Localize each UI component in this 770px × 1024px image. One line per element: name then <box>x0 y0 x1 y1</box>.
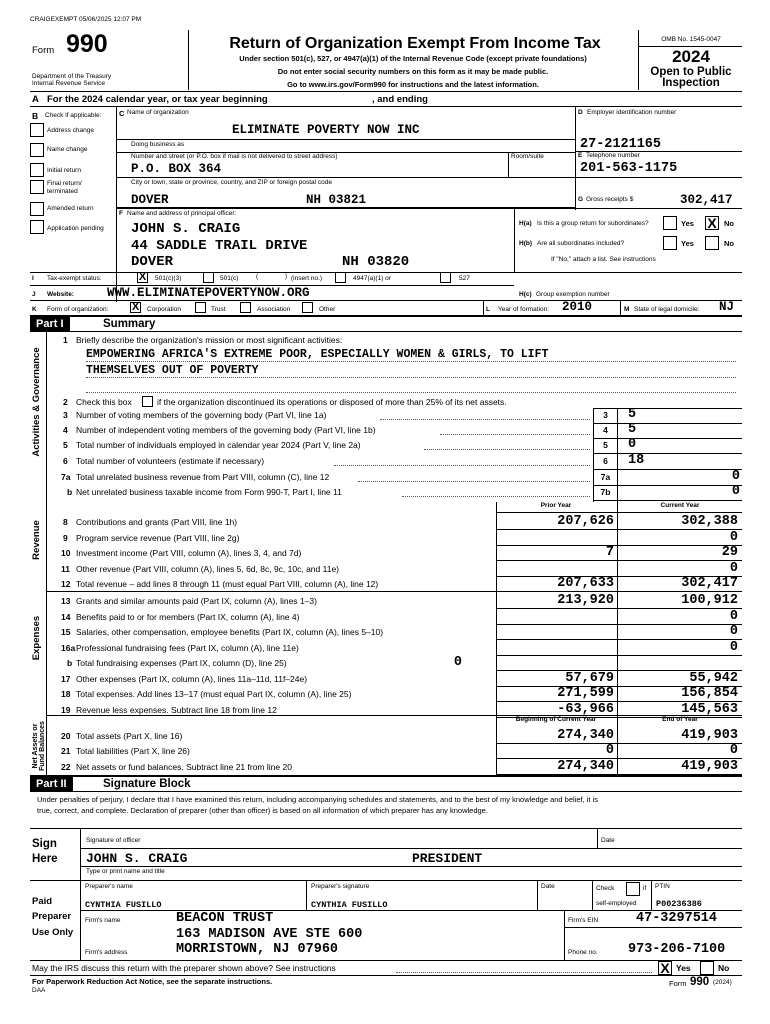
preparer-signature[interactable]: CYNTHIA FUSILLO <box>311 900 388 910</box>
net-line-text: Total liabilities (Part X, line 26) <box>76 746 190 756</box>
expenses-row-rule <box>496 608 742 609</box>
ptin-value[interactable]: P00236386 <box>656 899 702 909</box>
expenses-line-number: 16a <box>61 643 76 653</box>
gov-line-text: Total number of volunteers (estimate if necessary) <box>76 456 265 466</box>
firm-address-1[interactable]: 163 MADISON AVE STE 600 <box>176 927 363 942</box>
preparer-name[interactable]: CYNTHIA FUSILLO <box>85 900 162 910</box>
gov-line-value[interactable]: 0 <box>628 437 637 452</box>
hb-no-checkbox[interactable] <box>705 236 719 250</box>
expenses-current-value[interactable]: 156,854 <box>681 686 738 701</box>
hc-text: Group exemption number <box>536 291 610 298</box>
revenue-prior-value[interactable]: 207,626 <box>557 514 614 529</box>
line1-number: 1 <box>63 335 68 345</box>
current-year-header: Current Year <box>660 502 700 509</box>
expenses-line-text: Professional fundraising fees (Part IX, column (A), line 11e) <box>76 643 299 653</box>
trust-checkbox[interactable] <box>195 302 206 313</box>
revenue-line-number: 12 <box>61 579 71 589</box>
gov-row-rule <box>593 423 742 424</box>
gov-line-number: 5 <box>63 440 68 450</box>
gov-row-rule <box>593 500 742 501</box>
org-name[interactable]: ELIMINATE POVERTY NOW INC <box>232 123 420 137</box>
revenue-line-number: 8 <box>63 517 68 527</box>
leader-dots <box>402 496 590 497</box>
org-city[interactable]: DOVER <box>131 193 169 207</box>
row-a-ending: , and ending <box>372 94 428 105</box>
perjury-declaration-1: Under penalties of perjury, I declare that I have examined this return, including accompanying schedules and statements, and to the best of my knowledge and belief, it is <box>37 795 599 804</box>
row-g-text: Gross receipts $ <box>586 196 634 203</box>
corporation-checkbox[interactable]: X <box>131 301 140 313</box>
expenses-line-text: Benefits paid to or for members (Part IX, column (A), line 4) <box>76 612 300 622</box>
ha-no-label: No <box>724 219 734 228</box>
form-number: 990 <box>66 30 108 58</box>
gov-row-rule <box>593 408 742 409</box>
row-c-label: C <box>119 109 125 118</box>
status-501c3-label: 501(c)(3) <box>155 275 182 282</box>
row-m-text: State of legal domicile: <box>634 306 700 313</box>
row-k-label: K <box>32 306 37 313</box>
leader-dots <box>440 434 590 435</box>
expenses-line-text: Other expenses (Part IX, column (A), lines 11a–11d, 11f–24e) <box>76 674 308 684</box>
gov-line-value[interactable]: 5 <box>628 407 637 422</box>
expenses-line-number: 18 <box>61 689 71 699</box>
form-title: Return of Organization Exempt From Income Tax <box>229 35 601 52</box>
association-label: Association <box>257 306 291 313</box>
final-return-checkbox[interactable] <box>30 180 44 194</box>
self-employed-label: self-employed <box>596 900 637 907</box>
here-label: Here <box>32 853 58 865</box>
gov-line-box: 3 <box>593 409 617 422</box>
discontinued-checkbox[interactable] <box>142 396 153 407</box>
association-checkbox[interactable] <box>240 302 251 313</box>
revenue-prior-value[interactable]: 7 <box>605 545 614 560</box>
net-line-number: 22 <box>61 762 71 772</box>
discuss-no-checkbox[interactable] <box>700 961 714 975</box>
net-line-number: 20 <box>61 731 71 741</box>
dept-treasury: Department of the Treasury <box>32 73 112 80</box>
officer-name[interactable]: JOHN S. CRAIG <box>131 221 241 237</box>
goto-instructions: Go to www.irs.gov/Form990 for instructions and the latest information. <box>287 80 539 89</box>
expenses-prior-value[interactable]: 271,599 <box>557 686 614 701</box>
inspection: Inspection <box>662 77 720 89</box>
gov-line-value[interactable]: 0 <box>731 469 740 484</box>
net-current-value[interactable]: 419,903 <box>681 728 738 743</box>
gov-line-number: b <box>67 487 73 497</box>
line2-number: 2 <box>63 397 68 407</box>
firm-address-2[interactable]: MORRISTOWN, NJ 07960 <box>176 942 339 957</box>
preparer-signature-label: Preparer's signature <box>311 883 370 890</box>
expenses-prior-value[interactable]: 213,920 <box>557 593 614 608</box>
daa-mark: DAA <box>32 987 46 994</box>
expenses-line-number: 19 <box>61 705 71 715</box>
revenue-line-text: Other revenue (Part VIII, column (A), lines 5, 6d, 8c, 9c, 10c, and 11e) <box>76 564 339 574</box>
expenses-prior-value[interactable]: -63,966 <box>557 702 614 717</box>
application-pending-checkbox[interactable] <box>30 220 44 234</box>
row-m-label: M <box>624 306 630 313</box>
expenses-row-rule <box>496 639 742 640</box>
net-current-value[interactable]: 0 <box>729 743 738 758</box>
gov-line-text: Number of voting members of the governing body (Part VI, line 1a) <box>76 410 327 420</box>
ein-value[interactable]: 27-2121165 <box>580 137 662 152</box>
paren-open: ( <box>256 273 259 280</box>
expenses-line-number: 13 <box>61 596 71 606</box>
row-e-label: E <box>578 152 583 159</box>
revenue-row-rule <box>496 560 742 561</box>
side-activities: Activities & Governance <box>31 347 42 457</box>
row-d-label: D <box>578 109 583 116</box>
gov-line-value[interactable]: 5 <box>628 422 637 437</box>
expenses-current-value[interactable]: 0 <box>729 609 738 624</box>
street-label: Number and street (or P.O. box if mail is not delivered to street address) <box>131 153 338 160</box>
status-insert-label: (insert no.) <box>291 275 323 282</box>
gov-line-box: 7a <box>593 471 617 484</box>
ha-yes-checkbox[interactable] <box>663 216 677 230</box>
preparer-name-label: Preparer's name <box>85 883 133 890</box>
mission-line2[interactable]: THEMSELVES OUT OF POVERTY <box>86 364 259 377</box>
status-501c-label: 501(c) <box>220 275 239 282</box>
net-line-text: Total assets (Part X, line 16) <box>76 731 183 741</box>
if-label: if <box>643 885 647 892</box>
firm-name[interactable]: BEACON TRUST <box>176 911 274 926</box>
row-k-text: Form of organization: <box>47 306 109 313</box>
expenses-line-text: Revenue less expenses. Subtract line 18 from line 12 <box>76 705 277 715</box>
row-j-label: J <box>32 291 36 298</box>
row-l-label: L <box>486 306 490 313</box>
revenue-current-value[interactable]: 0 <box>729 530 738 545</box>
mission-line1[interactable]: EMPOWERING AFRICA'S EXTREME POOR, ESPECIALLY WOMEN & GIRLS, TO LIFT <box>86 348 549 361</box>
dept-irs: Internal Revenue Service <box>32 80 105 87</box>
tax-year: 2024 <box>672 47 710 66</box>
side-revenue: Revenue <box>31 520 42 560</box>
status-4947-checkbox[interactable] <box>335 272 346 283</box>
gov-row-rule <box>593 485 742 486</box>
name-change-label: Name change <box>47 146 88 153</box>
line2-text-b: if the organization discontinued its operations or disposed of more than 25% of its net assets. <box>157 397 507 407</box>
city-label: City or town, state or province, country, and ZIP or foreign postal code <box>131 179 332 186</box>
part1-label: Part I <box>30 317 70 332</box>
discuss-yes-label: Yes <box>676 963 691 973</box>
revenue-line-number: 9 <box>63 533 68 543</box>
initial-return-label: Initial return <box>47 167 81 174</box>
line1-text: Briefly describe the organization's mission or most significant activities: <box>76 335 343 345</box>
revenue-line-text: Total revenue – add lines 8 through 11 (must equal Part VIII, column (A), line 12) <box>76 579 379 589</box>
status-4947-label: 4947(a)(1) or <box>353 275 391 282</box>
part2-title: Signature Block <box>103 778 191 790</box>
gov-line-box: 7b <box>593 486 617 499</box>
row-c-text: Name of organization <box>127 109 189 116</box>
prior-year-header: Prior Year <box>540 502 572 509</box>
begin-year-header: Beginning of Current Year <box>515 716 597 723</box>
footer-form-year: (2024) <box>713 979 732 986</box>
use-only-label: Use Only <box>32 927 74 938</box>
address-change-label: Address change <box>47 127 94 134</box>
open-to-public: Open to Public <box>640 67 742 79</box>
room-label: Room/suite <box>511 153 544 160</box>
status-501c3-checkbox[interactable]: X <box>138 271 147 283</box>
final-return-label: Final return/ terminated <box>47 180 82 195</box>
expenses-current-value[interactable]: 0 <box>729 640 738 655</box>
expenses-line-text: Salaries, other compensation, employee benefits (Part IX, column (A), lines 5–10) <box>76 627 384 637</box>
revenue-line-text: Program service revenue (Part VIII, line 2g) <box>76 533 240 543</box>
revenue-line-text: Contributions and grants (Part VIII, line 1h) <box>76 517 238 527</box>
revenue-row-rule <box>496 591 742 592</box>
gov-line-box: 4 <box>593 424 617 437</box>
legal-domicile[interactable]: NJ <box>719 300 735 314</box>
footer-form-label: Form <box>669 979 687 988</box>
sign-label: Sign <box>32 838 57 850</box>
ptin-label: PTIN <box>655 883 670 890</box>
row-i-text: Tax-exempt status: <box>47 275 102 282</box>
form-label: Form <box>32 45 55 56</box>
expenses-current-value[interactable]: 55,942 <box>689 671 738 686</box>
phone-label: Phone no. <box>568 949 598 956</box>
firm-name-label: Firm's name <box>85 917 121 924</box>
net-line-number: 21 <box>61 746 71 756</box>
paren-close: ) <box>285 273 288 280</box>
revenue-row-rule <box>496 529 742 530</box>
perjury-declaration-2: true, correct, and complete. Declaration of preparer (other than officer) is based on all information of which preparer has any knowledge. <box>37 806 488 815</box>
revenue-line-number: 11 <box>61 564 70 574</box>
revenue-current-value[interactable]: 29 <box>721 545 738 560</box>
expenses-line-number: 14 <box>61 612 71 622</box>
net-current-value[interactable]: 419,903 <box>681 759 738 774</box>
gov-line-box: 6 <box>593 455 617 468</box>
revenue-line-number: 10 <box>61 548 71 558</box>
discuss-yes-checkbox[interactable]: X <box>658 961 672 975</box>
row-f-label: F <box>119 210 123 217</box>
initial-return-checkbox[interactable] <box>30 163 44 177</box>
gov-row-rule <box>593 438 742 439</box>
revenue-current-value[interactable]: 302,388 <box>681 514 738 529</box>
signature-officer-label: Signature of officer <box>86 837 141 844</box>
preparer-phone[interactable]: 973-206-7100 <box>628 942 726 957</box>
type-name-label: Type or print name and title <box>86 868 165 875</box>
preparer-date-label: Date <box>541 883 555 890</box>
expenses-current-value[interactable]: 145,563 <box>681 702 738 717</box>
gov-line-number: 3 <box>63 410 68 420</box>
org-street[interactable]: P.O. BOX 364 <box>131 162 222 176</box>
net-prior-value[interactable]: 274,340 <box>557 728 614 743</box>
hc-label: H(c) <box>519 291 532 298</box>
expenses-line-number: 17 <box>61 674 71 684</box>
net-prior-value[interactable]: 0 <box>605 743 614 758</box>
officer-street[interactable]: 44 SADDLE TRAIL DRIVE <box>131 238 308 254</box>
line2-text-a: Check this box <box>76 397 132 407</box>
hb-label: H(b) <box>519 240 532 247</box>
row-a-text: For the 2024 calendar year, or tax year beginning <box>47 94 268 105</box>
officer-zip[interactable]: NH 03820 <box>342 254 410 270</box>
gov-line-number: 6 <box>63 456 68 466</box>
status-527-checkbox[interactable] <box>440 272 451 283</box>
leader-dots <box>424 449 590 450</box>
leader-dots <box>380 419 590 420</box>
application-pending-label: Application pending <box>47 225 104 232</box>
gov-line-text: Number of independent voting members of the governing body (Part VI, line 1b) <box>76 425 376 435</box>
preparer-label: Preparer <box>32 911 72 922</box>
name-change-checkbox[interactable] <box>30 143 44 157</box>
signature-date-label: Date <box>601 837 615 844</box>
gov-line-value[interactable]: 18 <box>628 453 645 468</box>
expenses-line-text: Total fundraising expenses (Part IX, column (D), line 25) <box>76 658 287 668</box>
row-b-label: B <box>32 111 39 121</box>
expenses-inline-value[interactable]: 0 <box>453 655 462 670</box>
gov-line-text: Net unrelated business taxable income from Form 990-T, Part I, line 11 <box>76 487 342 497</box>
trust-label: Trust <box>211 306 226 313</box>
expenses-line-text: Grants and similar amounts paid (Part IX, column (A), lines 1–3) <box>76 596 317 606</box>
print-stamp: CRAIGEXEMPT 05/06/2025 12:07 PM <box>30 16 142 23</box>
ha-label: H(a) <box>519 220 532 227</box>
gross-receipts[interactable]: 302,417 <box>680 193 733 207</box>
gov-line-number: 4 <box>63 425 68 435</box>
row-l-text: Year of formation: <box>498 306 550 313</box>
side-net-assets: Net Assets or Fund Balances <box>32 721 46 771</box>
row-f-text: Name and address of principal officer: <box>127 210 237 217</box>
hb-no-label: No <box>724 239 734 248</box>
ha-no-checkbox[interactable]: X <box>705 216 719 230</box>
firm-ein-label: Firm's EIN <box>568 917 599 924</box>
omb-number: OMB No. 1545-0047 <box>661 36 721 43</box>
status-501c-checkbox[interactable] <box>203 272 214 283</box>
net-prior-value[interactable]: 274,340 <box>557 759 614 774</box>
gov-row-rule <box>593 453 742 454</box>
gov-line-text: Total unrelated business revenue from Part VIII, column (C), line 12 <box>76 472 330 482</box>
self-employed-checkbox[interactable] <box>626 882 640 896</box>
expenses-row-rule <box>496 655 742 656</box>
status-527-label: 527 <box>459 275 470 282</box>
signer-name[interactable]: JOHN S. CRAIG <box>86 851 188 866</box>
net-row-rule <box>496 774 742 775</box>
form-subtitle: Under section 501(c), 527, or 4947(a)(1) of the Internal Revenue Code (except private foundations) <box>239 54 587 63</box>
firm-ein[interactable]: 47-3297514 <box>636 911 718 926</box>
firm-address-label: Firm's address <box>85 949 128 956</box>
org-state-zip[interactable]: NH 03821 <box>306 193 367 207</box>
part2-label: Part II <box>30 777 73 792</box>
ha-question: Is this a group return for subordinates? <box>537 220 649 227</box>
paid-label: Paid <box>32 896 53 907</box>
corporation-label: Corporation <box>147 306 181 313</box>
hb-question: Are all subordinates included? <box>537 240 625 247</box>
row-g-label: G <box>578 196 584 203</box>
address-change-checkbox[interactable] <box>30 123 44 137</box>
discuss-question: May the IRS discuss this return with the preparer shown above? See instructions <box>32 963 336 973</box>
expenses-line-number: b <box>67 658 73 668</box>
expenses-line-number: 15 <box>61 627 71 637</box>
other-label: Other <box>319 306 336 313</box>
leader-dots <box>334 465 590 466</box>
gov-line-box: 5 <box>593 439 617 452</box>
row-b-text: Check if applicable: <box>45 112 102 119</box>
part1-title: Summary <box>103 318 156 330</box>
revenue-current-value[interactable]: 0 <box>729 561 738 576</box>
row-i-label: I <box>32 275 34 282</box>
expenses-current-value[interactable]: 0 <box>729 624 738 639</box>
dba-label: Doing business as <box>131 141 185 148</box>
expenses-prior-value[interactable]: 57,679 <box>565 671 614 686</box>
gov-line-number: 7a <box>61 472 71 482</box>
ha-yes-label: Yes <box>681 219 694 228</box>
row-e-text: Telephone number <box>586 152 640 159</box>
gov-row-rule <box>593 469 742 470</box>
revenue-current-value[interactable]: 302,417 <box>681 576 738 591</box>
paperwork-notice: For Paperwork Reduction Act Notice, see the separate instructions. <box>32 977 273 986</box>
expenses-current-value[interactable]: 100,912 <box>681 593 738 608</box>
gov-line-value[interactable]: 0 <box>731 484 740 499</box>
phone-value[interactable]: 201-563-1175 <box>580 161 678 176</box>
gov-line-text: Total number of individuals employed in calendar year 2024 (Part V, line 2a) <box>76 440 361 450</box>
hb-note: If "No," attach a list. See instructions <box>551 256 656 263</box>
net-line-text: Net assets or fund balances. Subtract line 21 from line 20 <box>76 762 292 772</box>
hb-yes-checkbox[interactable] <box>663 236 677 250</box>
row-j-text: Website: <box>47 291 74 298</box>
side-expenses: Expenses <box>31 615 42 661</box>
formation-year[interactable]: 2010 <box>562 300 593 314</box>
leader-dots <box>358 481 590 482</box>
hb-yes-label: Yes <box>681 239 694 248</box>
amended-return-checkbox[interactable] <box>30 202 44 216</box>
discuss-no-label: No <box>718 963 730 973</box>
row-a-label: A <box>32 94 39 105</box>
expenses-line-text: Total expenses. Add lines 13–17 (must equal Part IX, column (A), line 25) <box>76 689 352 699</box>
revenue-prior-value[interactable]: 207,633 <box>557 576 614 591</box>
end-year-header: End of Year <box>662 716 698 723</box>
check-label: Check <box>596 885 615 892</box>
ssn-notice: Do not enter social security numbers on this form as it may be made public. <box>277 67 549 76</box>
row-d-text: Employer identification number <box>587 109 677 116</box>
website-value[interactable]: WWW.ELIMINATEPOVERTYNOW.ORG <box>107 286 310 300</box>
expenses-row-rule <box>496 717 742 718</box>
other-checkbox[interactable] <box>302 302 313 313</box>
officer-city[interactable]: DOVER <box>131 254 174 270</box>
footer-form-number: 990 <box>690 976 710 988</box>
signer-title[interactable]: PRESIDENT <box>412 851 483 866</box>
revenue-line-text: Investment income (Part VIII, column (A), lines 3, 4, and 7d) <box>76 548 302 558</box>
amended-return-label: Amended return <box>47 205 94 212</box>
